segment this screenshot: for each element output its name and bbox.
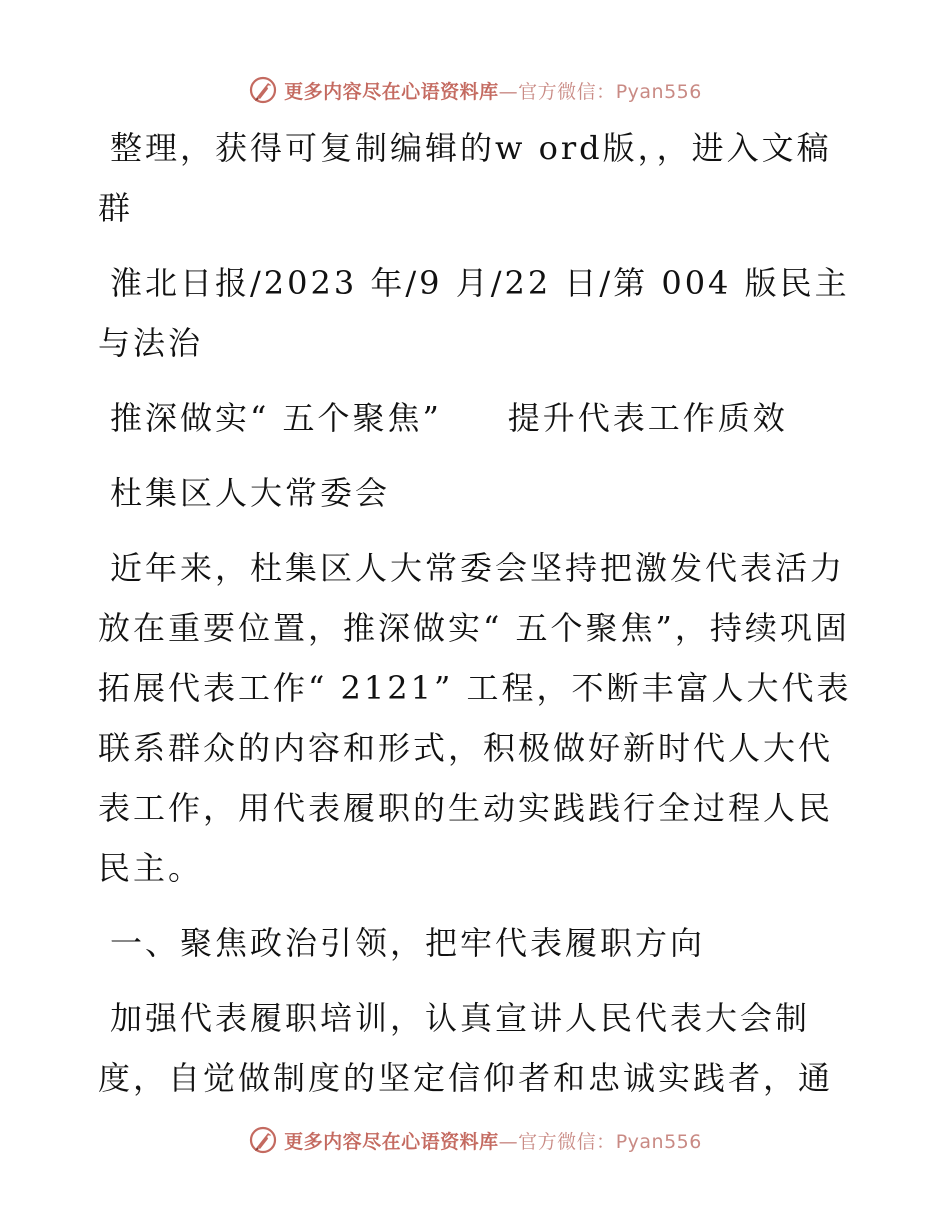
header-banner-text xyxy=(284,77,702,104)
header-dash: — xyxy=(498,80,519,103)
body-paragraph-2: 加强代表履职培训，认真宣讲人民代表大会制度，自觉做制度的坚定信仰者和忠诚实践者，通 xyxy=(98,999,834,1097)
footer-banner-text xyxy=(284,1127,702,1154)
article-author: 杜集区人大常委会 xyxy=(110,474,391,512)
intro-paragraph: 整理，获得可复制编辑的w ord版，，进入文稿群 xyxy=(98,129,832,227)
footer-site-text: 更多内容尽在心语资料库 xyxy=(284,1130,499,1153)
footer-account-label: 官方微信： xyxy=(518,1130,616,1153)
body-paragraph-1: 近年来，杜集区人大常委会坚持把激发代表活力放在重要位置，推深做实“ 五个聚焦”，持续巩固拓展代表工作“ 2121” 工程，不断丰富人大代表联系群众的内容和形式，积极做好新时代人大代表工作，用代表履职的生动实践践行全过程人民民主。 xyxy=(98,549,852,887)
footer-dash: — xyxy=(498,1130,519,1153)
header-banner xyxy=(0,70,950,110)
quill-pen-logo-icon xyxy=(248,1125,278,1155)
header-site-text: 更多内容尽在心语资料库 xyxy=(284,80,499,103)
header-account-label: 官方微信： xyxy=(518,80,616,103)
section-1-heading: 一、聚焦政治引领，把牢代表履职方向 xyxy=(110,924,706,962)
source-line: 淮北日报/2023 年/9 月/22 日/第 004 版民主与法治 xyxy=(98,264,850,362)
header-account-id: Pyan556 xyxy=(615,80,702,103)
article-headline: 推深做实“ 五个聚焦” 提升代表工作质效 xyxy=(110,399,788,437)
document-body xyxy=(98,118,858,1123)
footer-banner xyxy=(0,1120,950,1160)
footer-account-id: Pyan556 xyxy=(615,1130,702,1153)
quill-pen-logo-icon xyxy=(248,75,278,105)
